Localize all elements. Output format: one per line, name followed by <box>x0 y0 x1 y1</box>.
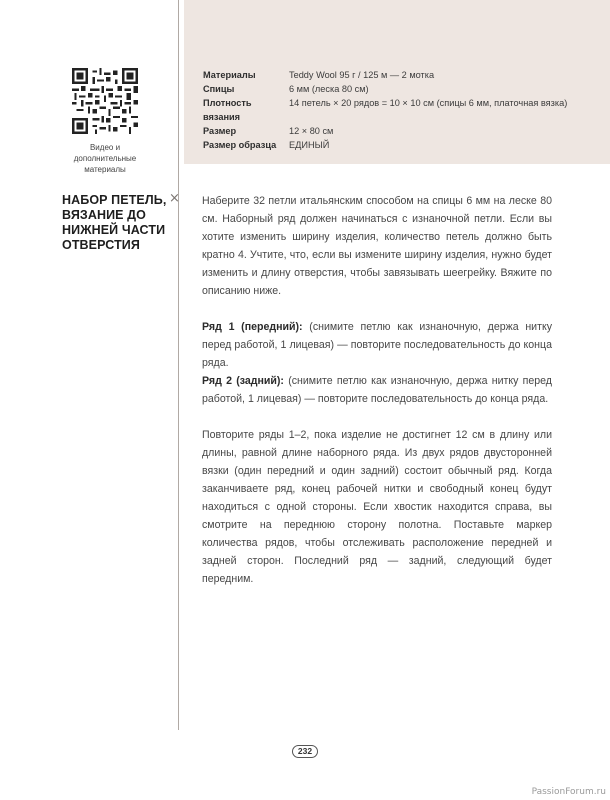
spec-label: Материалы <box>203 70 256 80</box>
row-2-instruction <box>202 372 552 408</box>
row-1-instruction <box>202 318 552 372</box>
row-2-label: Ряд 2 (задний): <box>202 375 284 387</box>
section-title: НАБОР ПЕТЕЛЬ, ВЯЗАНИЕ ДО НИЖНЕЙ ЧАСТИ ОТВЕРСТИЯ <box>62 193 167 252</box>
page-number: 232 <box>292 745 318 758</box>
spec-label: Плотность вязания <box>203 98 252 122</box>
spec-value: ЕДИНЫЙ <box>289 140 330 150</box>
qr-block <box>62 68 148 175</box>
row-1-text: (снимите петлю как изнаночную, держа нитку перед работой, 1 лицевая) — повторите последовательность до конца ряда. <box>202 321 552 369</box>
qr-code-icon[interactable] <box>72 68 138 134</box>
spec-value: 14 петель × 20 рядов = 10 × 10 см (спицы 6 мм, платочная вязка) <box>289 98 568 108</box>
spec-label: Спицы <box>203 84 235 94</box>
spec-row <box>203 82 583 96</box>
instructions-body <box>202 192 552 588</box>
spec-value: 6 мм (леска 80 см) <box>289 84 369 94</box>
vertical-divider <box>178 0 179 730</box>
cross-marker-icon: × <box>169 191 180 206</box>
page-number-wrap <box>0 741 610 759</box>
spec-row <box>203 124 583 138</box>
spec-value: 12 × 80 см <box>289 126 334 136</box>
repeat-paragraph: Повторите ряды 1–2, пока изделие не достигнет 12 см в длину или длины, равной длине наборного ряда. Из двух рядов двусторонней вязки (один передний и один задний) состоит обычный ряд. Когда заканчиваете ряд, конец рабочей нитки и свободный конец будут находиться с одной стороны. Если хвостик находится справа, вы смотрите на переднюю сторону полотна. Поставьте маркер количества рядов, чтобы отслеживать расположение передней и задней сторон. Последний ряд — задний, следующий будет передним. <box>202 429 552 585</box>
spec-row <box>203 138 583 152</box>
site-watermark: PassionForum.ru <box>531 787 606 797</box>
materials-table <box>203 68 583 152</box>
intro-paragraph: Наберите 32 петли итальянским способом на спицы 6 мм на леске 80 см. Наборный ряд должен начинаться с изнаночной петли. Если вы хотите изменить ширину изделия, количество петель должно быть кратно 4. Учтите, что, если вы измените ширину изделия, нужно будет изменить и длину отверстия, чтобы завязывать шеегрейку. Вяжите по описанию ниже. <box>202 195 552 297</box>
spec-row <box>203 96 583 124</box>
row-1-label: Ряд 1 (передний): <box>202 321 303 333</box>
spec-label: Размер <box>203 126 237 136</box>
spec-value: Teddy Wool 95 г / 125 м — 2 мотка <box>289 70 435 80</box>
spec-label: Размер образца <box>203 140 277 150</box>
row-2-text: (снимите петлю как изнаночную, держа нитку перед работой, 1 лицевая) — повторите последовательность до конца ряда. <box>202 375 552 405</box>
qr-caption: Видео и дополнительные материалы <box>73 143 137 174</box>
spec-row <box>203 68 583 82</box>
